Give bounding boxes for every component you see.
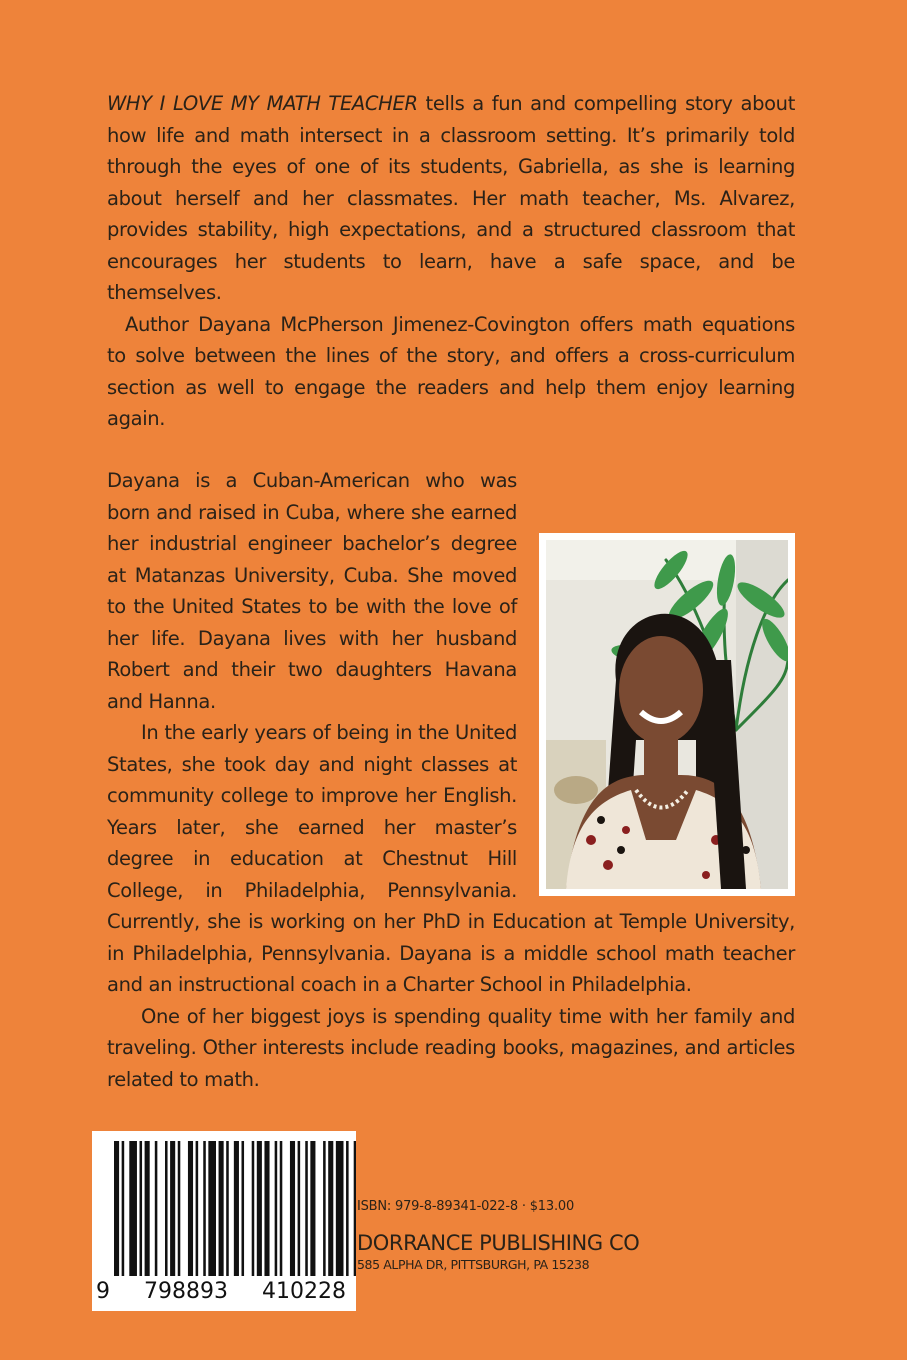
barcode-digits <box>92 1279 356 1309</box>
book-description <box>107 88 795 435</box>
isbn-price: ISBN: 979-8-89341-022-8 · $13.00 <box>357 1199 575 1214</box>
barcode-digit-group: 798893 <box>144 1279 228 1304</box>
barcode <box>92 1131 356 1311</box>
bio-paragraph-1: Dayana is a Cuban-American who was born and raised in Cuba, where she earned her industrial engineer bachelor’s degree at Matanzas University, Cuba. She moved to the United States to be with the love of her life. Dayana lives with her husband Robert and their two daughters Havana and Hanna. <box>107 469 517 713</box>
bio-paragraph-3: One of her biggest joys is spending quality time with her family and traveling. Other interests include reading books, magazines, and articles related to math. <box>107 1004 795 1091</box>
publisher-name: DORRANCE PUBLISHING CO <box>357 1231 640 1255</box>
book-title: WHY I LOVE MY MATH TEACHER <box>107 92 418 115</box>
publisher-address: 585 ALPHA DR, PITTSBURGH, PA 15238 <box>357 1257 590 1272</box>
author-bio <box>107 465 795 1095</box>
description-text-1: tells a fun and compelling story about how life and math intersect in a classroom setting. It’s primarily told through the eyes of one of its students, Gabriella, as she is learning about herself and her classmates. Her math teacher, Ms. Alvarez, provides stability, high expectations, and a structured classroom that encourages her students to learn, have a safe space, and be themselves. <box>107 92 795 304</box>
description-paragraph-2: Author Dayana McPherson Jimenez-Covington offers math equations to solve between the lines of the story, and offers a cross-curriculum section as well to engage the readers and help them enjoy learning again. <box>107 312 795 430</box>
bio-paragraph-2: In the early years of being in the United States, she took day and night classes at community college to improve her English. Years later, she earned her master’s degree in education at Chestnut Hill College, in Philadelphia, Pennsylvania. Currently, she is working on her PhD in Education at Temple University, in Philadelphia, Pennsylvania. Dayana is a middle school math teacher and an instructional coach in a Charter School in Philadelphia. <box>107 721 795 996</box>
barcode-digit-group: 410228 <box>262 1279 346 1304</box>
description-paragraph-1 <box>107 88 795 309</box>
barcode-digit-group: 9 <box>96 1279 110 1304</box>
author-photo <box>539 533 795 896</box>
author-portrait-image <box>546 540 788 889</box>
barcode-bars <box>92 1131 356 1281</box>
